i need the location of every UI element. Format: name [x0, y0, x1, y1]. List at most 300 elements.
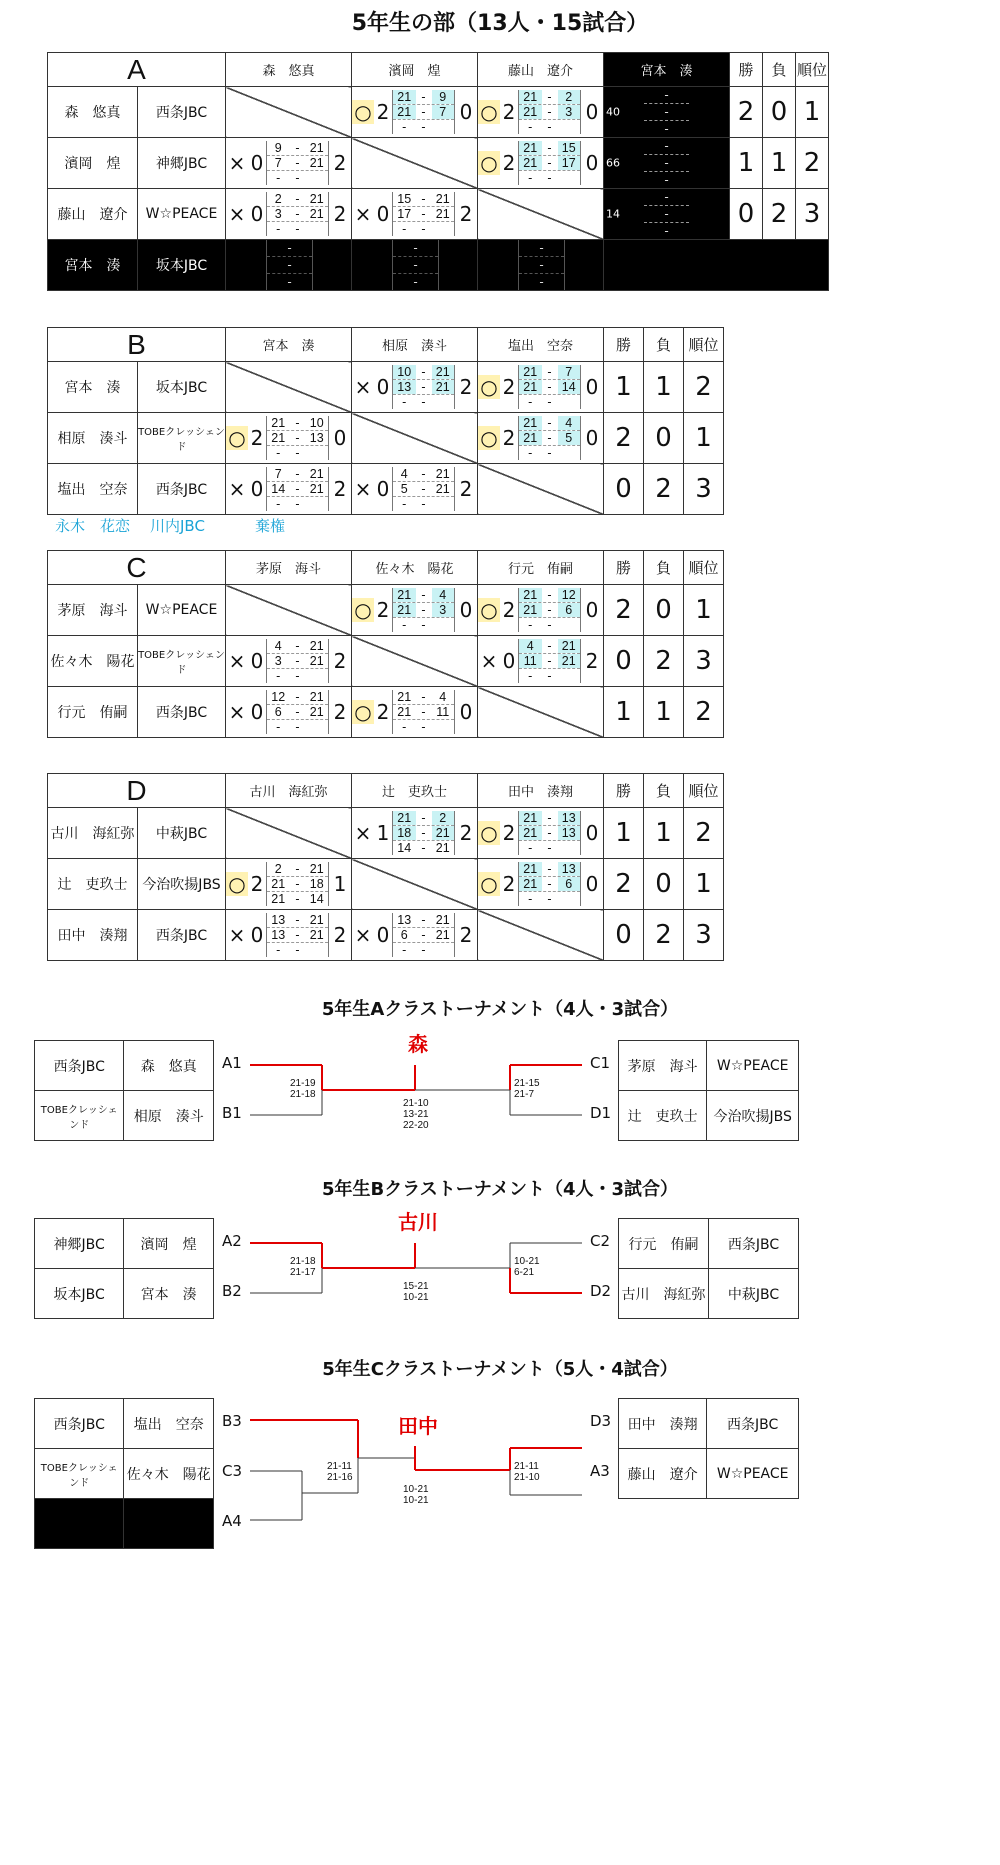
- absent-match-cell: 14 - - -: [604, 189, 730, 240]
- semifinal-score: 21-18: [290, 1089, 316, 1100]
- seed-label: A2: [222, 1232, 242, 1250]
- set-score: 13 - 21: [393, 380, 454, 395]
- tournament-title: 5年生Aクラストーナメント（4人・3試合）: [321, 999, 679, 1020]
- match-cell: [352, 362, 478, 413]
- games-lost: 0: [459, 700, 473, 724]
- set-score: 21 - 14: [519, 380, 580, 395]
- self-match-cell: [352, 413, 478, 464]
- player-name: 行元 侑嗣: [619, 1219, 709, 1269]
- result-mark: ×: [354, 202, 372, 226]
- result-mark: ×: [228, 700, 246, 724]
- games-won: 0: [250, 923, 264, 947]
- player-club: TOBEクレッシェンド: [138, 413, 226, 464]
- rank-value: 3: [796, 189, 829, 240]
- set-score: - -: [276, 222, 300, 236]
- match-cell: [226, 464, 352, 515]
- games-lost: 2: [459, 202, 473, 226]
- set-score: 14 - 21: [397, 841, 450, 855]
- games-lost: 2: [333, 151, 347, 175]
- player-club: 西条JBC: [35, 1041, 124, 1091]
- wins-count: 0: [730, 189, 763, 240]
- set-score: 4 - 21: [393, 467, 454, 482]
- match-cell: [352, 687, 478, 738]
- rank-value: 3: [684, 464, 724, 515]
- group-b-table: [47, 327, 724, 515]
- set-score: 21 - 6: [519, 603, 580, 618]
- seed-label: D3: [590, 1412, 612, 1430]
- set-score: 21 - 7: [393, 105, 454, 120]
- wins-count: 2: [604, 859, 644, 910]
- player-club: TOBEクレッシェンド: [35, 1091, 124, 1141]
- self-match-cell: [226, 362, 352, 413]
- set-score: - -: [402, 618, 426, 632]
- result-mark: ×: [228, 649, 246, 673]
- match-cell: [352, 585, 478, 636]
- seed-label: B2: [222, 1282, 242, 1300]
- semifinal-score: 21-15: [514, 1078, 540, 1089]
- games-lost: 2: [459, 923, 473, 947]
- match-cell: [226, 687, 352, 738]
- result-mark: ○: [478, 100, 500, 124]
- column-player: 森 悠真: [226, 53, 352, 87]
- set-score: - -: [276, 943, 300, 957]
- match-cell: [478, 585, 604, 636]
- games-lost: 0: [585, 872, 599, 896]
- match-cell: [226, 413, 352, 464]
- column-player: 古川 海紅弥: [226, 774, 352, 808]
- set-score: 3 - 21: [267, 207, 328, 222]
- set-score: 21 - 4: [519, 416, 580, 431]
- semifinal-score: 21-17: [290, 1267, 316, 1278]
- result-mark: ○: [478, 375, 500, 399]
- set-score: 17 - 21: [393, 207, 454, 222]
- games-won: 2: [502, 426, 516, 450]
- games-lost: 1: [333, 872, 347, 896]
- match-cell: [478, 808, 604, 859]
- column-player: 行元 侑嗣: [478, 551, 604, 585]
- games-won: 2: [502, 151, 516, 175]
- wins-count: 0: [604, 636, 644, 687]
- games-lost: 0: [585, 598, 599, 622]
- group-d-table: [47, 773, 724, 961]
- set-score: - -: [528, 669, 552, 683]
- column-player: 塩出 空奈: [478, 328, 604, 362]
- wins-header: 勝: [604, 774, 644, 808]
- games-lost: 0: [585, 100, 599, 124]
- set-score: 21 - 6: [519, 877, 580, 892]
- page-title: 5年生の部（13人・15試合）: [351, 11, 649, 36]
- player-name: 宮本 湊: [124, 1269, 214, 1319]
- games-lost: 0: [585, 426, 599, 450]
- absent-match-cell: - - -: [478, 240, 604, 291]
- set-score: 7 - 21: [267, 467, 328, 482]
- rank-value: 1: [796, 87, 829, 138]
- set-score: 11 - 21: [519, 654, 580, 669]
- bracket-lines: [0, 1218, 1000, 1378]
- player-club: 坂本JBC: [35, 1269, 124, 1319]
- seed-label: D2: [590, 1282, 612, 1300]
- player-name: 佐々木 陽花: [124, 1449, 214, 1499]
- set-score: 21 - 9: [393, 90, 454, 105]
- set-score: 21 - 18: [267, 877, 328, 892]
- games-won: 0: [502, 649, 516, 673]
- tournament-winner: 森: [408, 1032, 428, 1056]
- match-cell: [478, 413, 604, 464]
- set-score: - -: [528, 841, 552, 855]
- player-club: 西条JBC: [707, 1399, 799, 1449]
- result-mark: ○: [478, 426, 500, 450]
- player-name: 塩出 空奈: [124, 1399, 214, 1449]
- player-name: 古川 海紅弥: [619, 1269, 709, 1319]
- games-lost: 0: [585, 375, 599, 399]
- result-mark: ×: [354, 375, 372, 399]
- losses-count: 2: [644, 910, 684, 961]
- wins-header: 勝: [604, 328, 644, 362]
- final-score: 22-20: [403, 1120, 429, 1131]
- games-lost: 2: [333, 477, 347, 501]
- set-score: 21 - 4: [393, 690, 454, 705]
- wins-header: 勝: [604, 551, 644, 585]
- player-name: 行元 侑嗣: [48, 687, 138, 738]
- column-player: 茅原 海斗: [226, 551, 352, 585]
- absent-match-cell: - - -: [226, 240, 352, 291]
- set-score: - -: [528, 892, 552, 906]
- games-lost: 2: [333, 700, 347, 724]
- set-score: - -: [402, 943, 426, 957]
- final-score: 10-21: [403, 1484, 429, 1495]
- withdrawn-status: 棄権: [255, 517, 286, 535]
- tournament-title: 5年生Cクラストーナメント（5人・4試合）: [322, 1359, 678, 1380]
- rank-header: 順位: [684, 328, 724, 362]
- result-mark: ×: [480, 649, 498, 673]
- set-score: 13 - 21: [267, 913, 328, 928]
- set-score: - -: [402, 720, 426, 734]
- games-won: 0: [376, 375, 390, 399]
- result-mark: ○: [352, 100, 374, 124]
- player-name: 茅原 海斗: [619, 1041, 707, 1091]
- set-score: 21 - 11: [393, 705, 454, 720]
- final-score: 10-21: [403, 1292, 429, 1303]
- set-score: 21 - 14: [271, 892, 324, 906]
- games-won: 2: [250, 872, 264, 896]
- losses-count: 1: [644, 687, 684, 738]
- result-mark: ○: [478, 872, 500, 896]
- games-won: 2: [502, 100, 516, 124]
- player-name: 古川 海紅弥: [48, 808, 138, 859]
- player-club: W☆PEACE: [138, 189, 226, 240]
- set-score: - -: [402, 120, 426, 134]
- set-score: - -: [276, 669, 300, 683]
- column-player: 佐々木 陽花: [352, 551, 478, 585]
- absent-match-cell: 40 - - -: [604, 87, 730, 138]
- games-lost: 2: [459, 821, 473, 845]
- match-cell: [352, 910, 478, 961]
- set-score: 21 - 2: [519, 90, 580, 105]
- losses-count: 1: [644, 362, 684, 413]
- games-won: 2: [502, 872, 516, 896]
- set-score: 7 - 21: [267, 156, 328, 171]
- semifinal-score: 21-16: [327, 1472, 353, 1483]
- player-name: 宮本 湊: [48, 362, 138, 413]
- player-name: 辻 吏玖士: [619, 1091, 707, 1141]
- wins-count: 2: [604, 585, 644, 636]
- rank-value: 2: [796, 138, 829, 189]
- player-club: W☆PEACE: [707, 1041, 799, 1091]
- self-match-cell: [478, 687, 604, 738]
- games-lost: 2: [459, 477, 473, 501]
- rank-value: 2: [684, 808, 724, 859]
- player-name: 相原 湊斗: [124, 1091, 214, 1141]
- player-club: W☆PEACE: [138, 585, 226, 636]
- player-name: 辻 吏玖士: [48, 859, 138, 910]
- result-mark: ×: [228, 202, 246, 226]
- set-score: 21 - 3: [519, 105, 580, 120]
- player-club: 神郷JBC: [35, 1219, 124, 1269]
- semifinal-score: 10-21: [514, 1256, 540, 1267]
- games-won: 0: [250, 202, 264, 226]
- group-letter: A: [48, 53, 226, 87]
- set-score: 4 - 21: [519, 639, 580, 654]
- set-score: - -: [276, 171, 300, 185]
- losses-count: 0: [763, 87, 796, 138]
- set-score: 21 - 4: [393, 588, 454, 603]
- player-name: 田中 湊翔: [48, 910, 138, 961]
- self-match-cell: [352, 859, 478, 910]
- set-score: - -: [402, 395, 426, 409]
- result-mark: ○: [352, 598, 374, 622]
- tournament-winner: 田中: [398, 1414, 438, 1438]
- withdrawn-player-club: 川内JBC: [150, 517, 205, 535]
- seed-label: C1: [590, 1054, 611, 1072]
- rank-value: 1: [684, 413, 724, 464]
- set-score: - -: [276, 720, 300, 734]
- semifinal-score: 21-10: [514, 1472, 540, 1483]
- set-score: - -: [276, 446, 300, 460]
- wins-count: 1: [730, 138, 763, 189]
- set-score: - -: [528, 618, 552, 632]
- losses-count: 1: [644, 808, 684, 859]
- player-club: 坂本JBC: [138, 362, 226, 413]
- wins-count: 1: [604, 687, 644, 738]
- losses-header: 負: [644, 328, 684, 362]
- set-score: 6 - 21: [393, 928, 454, 943]
- set-score: 21 - 3: [393, 603, 454, 618]
- match-cell: [226, 910, 352, 961]
- column-player: 相原 湊斗: [352, 328, 478, 362]
- games-lost: 2: [585, 649, 599, 673]
- match-cell: [352, 87, 478, 138]
- player-club: 中萩JBC: [138, 808, 226, 859]
- set-score: 15 - 21: [393, 192, 454, 207]
- semifinal-score: 21-19: [290, 1078, 316, 1089]
- seed-label: A3: [590, 1462, 610, 1480]
- wins-count: 2: [604, 413, 644, 464]
- group-letter: B: [48, 328, 226, 362]
- games-lost: 2: [333, 202, 347, 226]
- player-name: 佐々木 陽花: [48, 636, 138, 687]
- games-lost: 2: [333, 923, 347, 947]
- losses-count: 0: [644, 413, 684, 464]
- set-score: 10 - 21: [393, 365, 454, 380]
- semifinal-score: 21-11: [327, 1461, 352, 1472]
- losses-header: 負: [644, 551, 684, 585]
- set-score: 21 - 13: [519, 862, 580, 877]
- group-a-table: [47, 52, 829, 291]
- games-won: 0: [250, 700, 264, 724]
- set-score: 6 - 21: [267, 705, 328, 720]
- player-name: 森 悠真: [124, 1041, 214, 1091]
- games-won: 2: [376, 598, 390, 622]
- result-mark: ×: [354, 923, 372, 947]
- wins-count: 1: [604, 362, 644, 413]
- rank-value: 2: [684, 687, 724, 738]
- match-cell: [226, 189, 352, 240]
- set-score: - -: [528, 395, 552, 409]
- player-club: 西条JBC: [138, 910, 226, 961]
- self-match-cell: [352, 636, 478, 687]
- set-score: 21 - 17: [519, 156, 580, 171]
- losses-count: 2: [644, 636, 684, 687]
- player-club: 西条JBC: [138, 687, 226, 738]
- final-score: 21-10: [403, 1098, 429, 1109]
- games-won: 2: [250, 426, 264, 450]
- player-club: 中萩JBC: [709, 1269, 799, 1319]
- self-match-cell: [226, 808, 352, 859]
- set-score: 21 - 15: [519, 141, 580, 156]
- match-cell: [352, 808, 478, 859]
- games-lost: 0: [333, 426, 347, 450]
- result-mark: ○: [478, 151, 500, 175]
- player-name: 塩出 空奈: [48, 464, 138, 515]
- column-player: 濱岡 煌: [352, 53, 478, 87]
- wins-count: 2: [730, 87, 763, 138]
- losses-count: 2: [644, 464, 684, 515]
- games-won: 2: [376, 100, 390, 124]
- self-match-cell: [478, 910, 604, 961]
- player-club: 西条JBC: [35, 1399, 124, 1449]
- rank-header: 順位: [796, 53, 829, 87]
- rank-header: 順位: [684, 774, 724, 808]
- result-mark: ○: [226, 872, 248, 896]
- wins-header: 勝: [730, 53, 763, 87]
- player-club: 坂本JBC: [138, 240, 226, 291]
- games-lost: 0: [585, 821, 599, 845]
- player-name: 宮本 湊: [48, 240, 138, 291]
- set-score: 5 - 21: [393, 482, 454, 497]
- seed-label: C2: [590, 1232, 611, 1250]
- result-mark: ○: [226, 426, 248, 450]
- games-lost: 0: [585, 151, 599, 175]
- column-player: 辻 吏玖士: [352, 774, 478, 808]
- final-score: 13-21: [403, 1109, 429, 1120]
- match-cell: [226, 138, 352, 189]
- wins-count: 0: [604, 910, 644, 961]
- semifinal-score: 21-18: [290, 1256, 316, 1267]
- semifinal-score: 21-7: [514, 1089, 535, 1100]
- set-score: 13 - 21: [267, 928, 328, 943]
- rank-value: 1: [684, 585, 724, 636]
- losses-count: 1: [763, 138, 796, 189]
- absent-match-cell: - - -: [352, 240, 478, 291]
- set-score: 21 - 5: [519, 431, 580, 446]
- losses-count: 0: [644, 859, 684, 910]
- seed-label: C3: [222, 1462, 243, 1480]
- withdrawn-player-name: 永木 花恋: [55, 517, 131, 535]
- player-name: 田中 湊翔: [619, 1399, 707, 1449]
- set-score: 4 - 21: [267, 639, 328, 654]
- set-score: - -: [276, 497, 300, 511]
- losses-count: 0: [644, 585, 684, 636]
- seed-label: A4: [222, 1512, 242, 1530]
- player-name: 濱岡 煌: [124, 1219, 214, 1269]
- losses-header: 負: [644, 774, 684, 808]
- match-cell: [478, 859, 604, 910]
- final-score: 10-21: [403, 1495, 429, 1506]
- self-match-cell: [478, 189, 604, 240]
- player-name: 藤山 遼介: [619, 1449, 707, 1499]
- games-won: 2: [502, 375, 516, 399]
- set-score: 3 - 21: [267, 654, 328, 669]
- set-score: 21 - 13: [519, 811, 580, 826]
- games-won: 0: [376, 202, 390, 226]
- match-cell: [478, 636, 604, 687]
- set-score: - -: [528, 446, 552, 460]
- bracket-lines: [0, 1398, 1000, 1558]
- games-won: 0: [250, 477, 264, 501]
- match-cell: [478, 362, 604, 413]
- result-mark: ×: [354, 477, 372, 501]
- set-score: 12 - 21: [267, 690, 328, 705]
- group-letter: C: [48, 551, 226, 585]
- games-won: 0: [250, 649, 264, 673]
- result-mark: ○: [352, 700, 374, 724]
- player-name: 森 悠真: [48, 87, 138, 138]
- match-cell: [226, 859, 352, 910]
- set-score: - -: [528, 171, 552, 185]
- group-letter: D: [48, 774, 226, 808]
- player-club: 神郷JBC: [138, 138, 226, 189]
- match-cell: [478, 87, 604, 138]
- column-player: 宮本 湊: [604, 53, 730, 87]
- games-won: 0: [250, 151, 264, 175]
- set-score: 21 - 2: [393, 811, 454, 826]
- match-cell: [352, 189, 478, 240]
- games-lost: 0: [459, 100, 473, 124]
- player-club: 西条JBC: [138, 87, 226, 138]
- set-score: 21 - 7: [519, 365, 580, 380]
- set-score: - -: [402, 222, 426, 236]
- absent-match-cell: 66 - - -: [604, 138, 730, 189]
- match-cell: [226, 636, 352, 687]
- result-mark: ×: [228, 477, 246, 501]
- column-player: 宮本 湊: [226, 328, 352, 362]
- losses-header: 負: [763, 53, 796, 87]
- player-club: W☆PEACE: [707, 1449, 799, 1499]
- rank-value: 2: [684, 362, 724, 413]
- column-player: 田中 湊翔: [478, 774, 604, 808]
- player-club: 今治吹揚JBS: [707, 1091, 799, 1141]
- losses-count: 2: [763, 189, 796, 240]
- rank-header: 順位: [684, 551, 724, 585]
- tournament-title: 5年生Bクラストーナメント（4人・3試合）: [321, 1179, 679, 1200]
- games-lost: 0: [459, 598, 473, 622]
- set-score: - -: [402, 497, 426, 511]
- player-club: TOBEクレッシェンド: [138, 636, 226, 687]
- group-c-table: [47, 550, 724, 738]
- result-mark: ×: [228, 923, 246, 947]
- set-score: 21 - 12: [519, 588, 580, 603]
- set-score: 9 - 21: [267, 141, 328, 156]
